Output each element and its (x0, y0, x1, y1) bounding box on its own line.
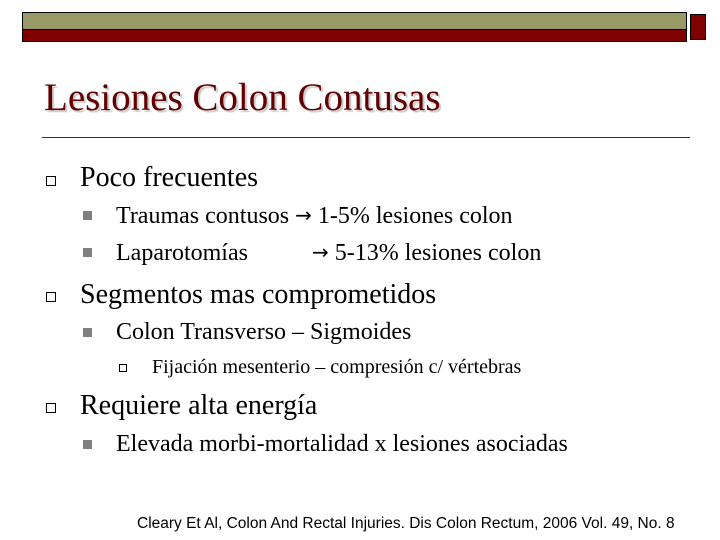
filled-square-bullet-icon (83, 211, 92, 220)
bullet-1-2 (116, 241, 541, 265)
bullet-3-1-text: Elevada morbi-mortalidad x lesiones asociadas (116, 431, 568, 457)
bullet-1-1 (116, 204, 513, 228)
filled-square-bullet-icon (83, 248, 92, 257)
bullet-1-1-label: Traumas contusos (116, 203, 290, 229)
filled-square-bullet-icon (83, 328, 92, 337)
hollow-square-bullet-icon (46, 403, 56, 413)
citation: Cleary Et Al, Colon And Rectal Injuries. Dis Colon Rectum, 2006 Vol. 49, No. 8 (137, 515, 675, 532)
bullet-3-text: Requiere alta energía (80, 390, 318, 421)
bullet-1-1-value: 1-5% lesiones colon (317, 203, 513, 229)
bullet-2-text: Segmentos mas comprometidos (80, 279, 437, 310)
bullet-2-1-1-text: Fijación mesenterio – compresión c/ vértebras (152, 356, 522, 378)
bullet-2-1-text: Colon Transverso – Sigmoides (116, 319, 412, 345)
bullet-1-2-label: Laparotomías (116, 240, 248, 266)
hollow-square-bullet-icon (46, 292, 56, 302)
header-band-maroon (22, 30, 687, 42)
title-divider (42, 137, 690, 138)
right-arrow-icon: → (311, 240, 329, 264)
right-arrow-icon: → (295, 203, 312, 227)
header-corner-square (690, 14, 706, 40)
bullet-1-2-value: 5-13% lesiones colon (334, 240, 542, 266)
bullet-1-text: Poco frecuentes (80, 162, 259, 193)
slide-title: Lesiones Colon Contusas (44, 76, 441, 119)
hollow-square-bullet-icon (46, 176, 56, 186)
filled-square-bullet-icon (83, 440, 92, 449)
hollow-square-bullet-icon (119, 364, 127, 372)
header-band-olive (22, 12, 687, 30)
